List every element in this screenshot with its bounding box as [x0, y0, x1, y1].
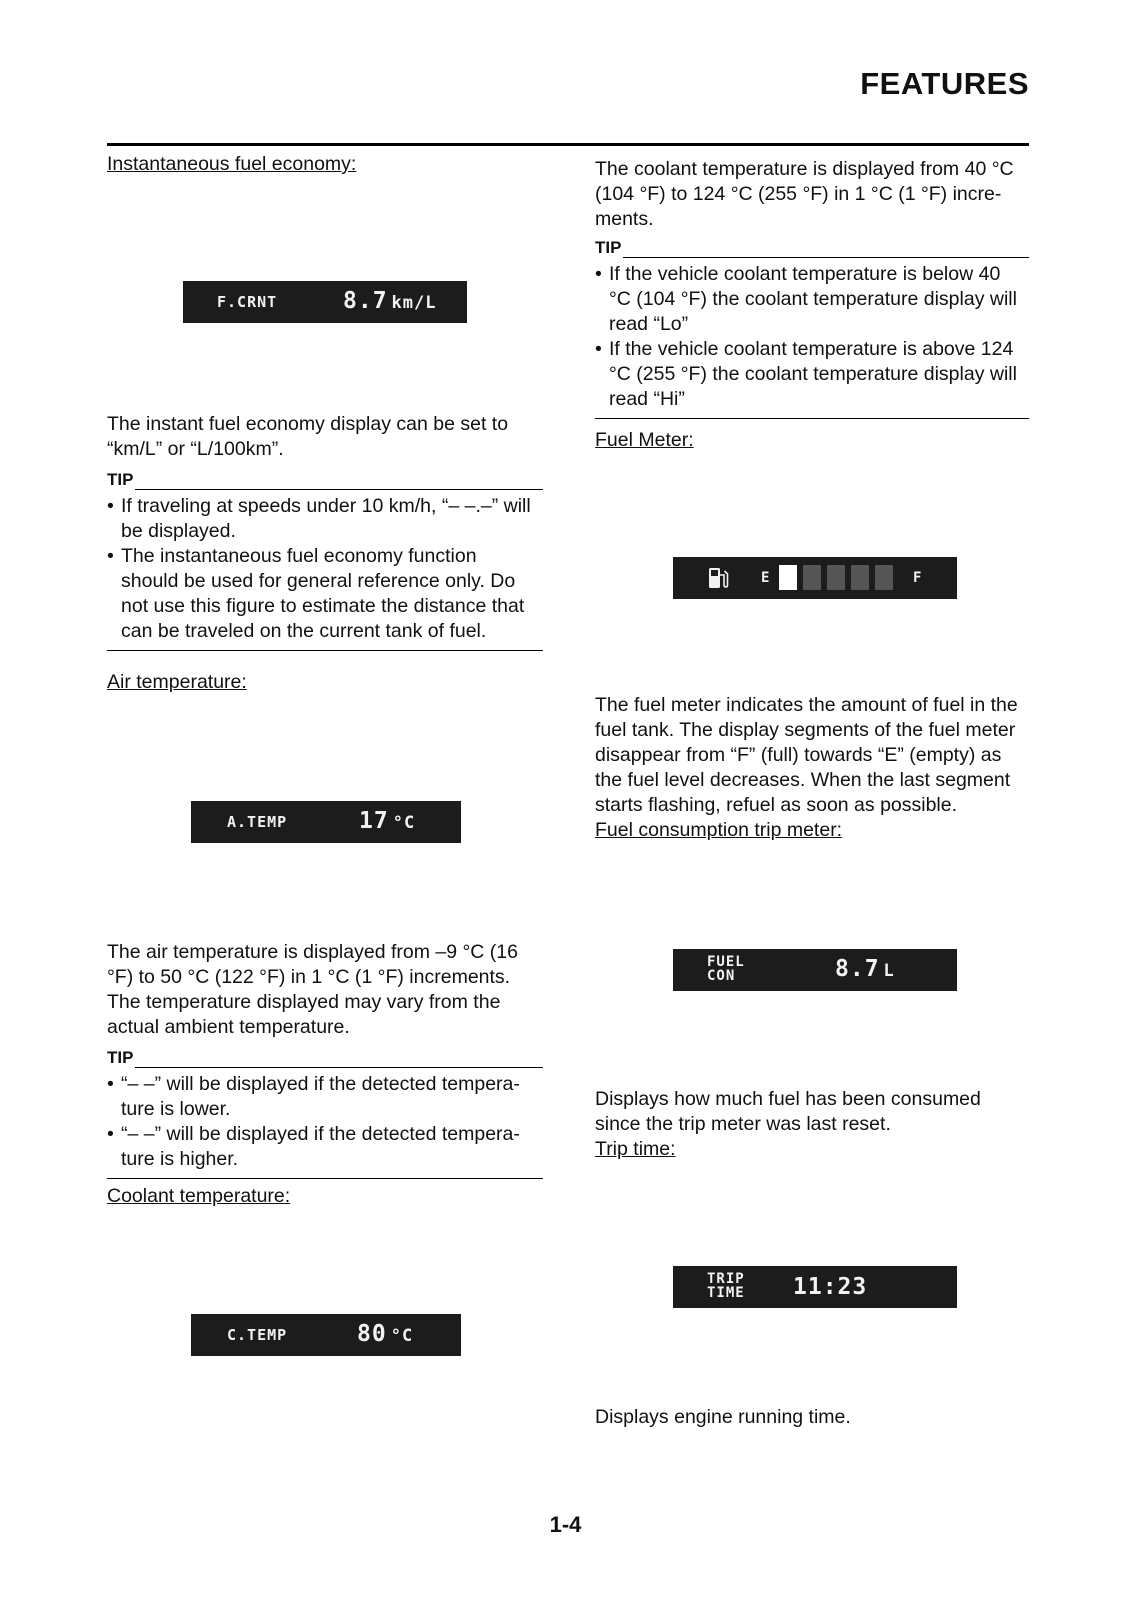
air-temp-unit: °C	[392, 812, 416, 833]
text-line: be displayed.	[121, 520, 236, 542]
text-line: the fuel level decreases. When the last segment	[595, 769, 1011, 791]
text-line: The air temperature is displayed from –9 °C (16	[107, 941, 518, 963]
text-line: “– –” will be displayed if the detected tempera-	[121, 1073, 520, 1095]
fuel-meter-heading: Fuel Meter:	[595, 429, 694, 451]
text-line: The coolant temperature is displayed from 40 °C	[595, 158, 1014, 180]
air-temp-display-value	[359, 809, 415, 836]
tip-item	[595, 337, 1029, 412]
page-header-title: FEATURES	[860, 66, 1029, 101]
tip-list	[107, 494, 543, 644]
air-temp-description	[107, 940, 518, 1040]
coolant-temp-display	[191, 1314, 461, 1356]
header-divider	[107, 143, 1029, 146]
fuel-pump-icon	[707, 566, 729, 596]
tip-rule	[135, 472, 543, 490]
fuel-consumption-description	[595, 1087, 981, 1137]
text-line: read “Lo”	[609, 313, 689, 335]
fuel-consumption-display-label	[707, 955, 745, 983]
fuel-consumption-display	[673, 949, 957, 991]
fuel-consumption-heading: Fuel consumption trip meter:	[595, 819, 843, 841]
label-line: TRIP	[707, 1271, 745, 1287]
text-line: If the vehicle coolant temperature is above 124	[609, 338, 1014, 360]
coolant-temp-display-value	[357, 1322, 413, 1349]
label-line: CON	[707, 968, 736, 984]
trip-time-heading: Trip time:	[595, 1138, 676, 1160]
text-line: (104 °F) to 124 °C (255 °F) in 1 °C (1 °F) incre-	[595, 183, 1002, 205]
fuel-meter-empty-label: E	[761, 569, 771, 586]
text-line: If the vehicle coolant temperature is below 40	[609, 263, 1001, 285]
coolant-temp-display-label: C.TEMP	[227, 1325, 288, 1344]
tip-label: TIP	[107, 1048, 134, 1067]
air-temp-value: 17	[359, 807, 389, 834]
trip-time-description	[595, 1405, 851, 1430]
trip-time-display-value: 11:23	[793, 1273, 868, 1300]
tip-header	[595, 238, 1029, 258]
text-line: ments.	[595, 208, 654, 230]
instant-fuel-display	[183, 281, 467, 323]
coolant-range-description	[595, 157, 1014, 232]
text-line: since the trip meter was last reset.	[595, 1113, 891, 1135]
text-line: not use this figure to estimate the distance that	[121, 595, 525, 617]
text-line: disappear from “F” (full) towards “E” (empty) as	[595, 744, 1002, 766]
fuel-meter-description	[595, 693, 1018, 818]
page-number: 1-4	[549, 1512, 582, 1537]
coolant-temp-heading: Coolant temperature:	[107, 1185, 291, 1207]
air-temp-heading: Air temperature:	[107, 671, 247, 693]
air-temp-display	[191, 801, 461, 843]
instant-fuel-display-value	[343, 289, 437, 316]
tip-list	[107, 1072, 543, 1172]
tip-rule	[623, 240, 1029, 258]
fuel-segment	[803, 565, 821, 590]
fuel-meter-full-label: F	[913, 569, 923, 586]
tip-label: TIP	[595, 238, 622, 257]
text-line: The fuel meter indicates the amount of fuel in the	[595, 694, 1018, 716]
tip-header	[107, 470, 543, 490]
air-temp-display-label: A.TEMP	[227, 812, 288, 831]
text-line: read “Hi”	[609, 388, 685, 410]
text-line: °F) to 50 °C (122 °F) in 1 °C (1 °F) increments.	[107, 966, 511, 988]
instant-fuel-tip	[107, 470, 543, 651]
fuel-segment	[851, 565, 869, 590]
text-line: fuel tank. The display segments of the fuel meter	[595, 719, 1016, 741]
label-line: FUEL	[707, 954, 745, 970]
text-line: Displays engine running time.	[595, 1406, 851, 1428]
text-line: actual ambient temperature.	[107, 1016, 350, 1038]
text-line: The temperature displayed may vary from the	[107, 991, 501, 1013]
tip-end-rule	[595, 418, 1029, 419]
tip-end-rule	[107, 650, 543, 651]
text-line: ture is higher.	[121, 1148, 239, 1170]
tip-item	[107, 1122, 543, 1172]
coolant-tip	[595, 238, 1029, 419]
tip-item	[107, 1072, 543, 1122]
instant-fuel-value: 8.7	[343, 287, 388, 314]
instant-fuel-unit: km/L	[391, 292, 437, 313]
air-temp-tip	[107, 1048, 543, 1179]
tip-header	[107, 1048, 543, 1068]
text-line: can be traveled on the current tank of fuel.	[121, 620, 487, 642]
trip-time-display-label	[707, 1272, 745, 1300]
tip-rule	[135, 1050, 543, 1068]
text-line: °C (255 °F) the coolant temperature display will	[609, 363, 1017, 385]
text-line: ture is lower.	[121, 1098, 231, 1120]
fuel-consumption-display-value	[835, 957, 895, 984]
text-line: “km/L” or “L/100km”.	[107, 438, 284, 460]
fuel-consumption-value: 8.7	[835, 955, 880, 982]
text-line: should be used for general reference only. Do	[121, 570, 516, 592]
text-line: starts flashing, refuel as soon as possible.	[595, 794, 958, 816]
tip-end-rule	[107, 1178, 543, 1179]
text-line: The instant fuel economy display can be set to	[107, 413, 509, 435]
coolant-temp-unit: °C	[390, 1325, 414, 1346]
text-line: “– –” will be displayed if the detected tempera-	[121, 1123, 520, 1145]
instant-fuel-display-label: F.CRNT	[217, 292, 278, 311]
tip-label: TIP	[107, 470, 134, 489]
trip-time-display	[673, 1266, 957, 1308]
tip-list	[595, 262, 1029, 412]
text-line: If traveling at speeds under 10 km/h, “– –.–” will	[121, 495, 531, 517]
coolant-temp-value: 80	[357, 1320, 387, 1347]
instant-fuel-description	[107, 412, 508, 462]
fuel-segment	[875, 565, 893, 590]
label-line: TIME	[707, 1285, 745, 1301]
text-line: °C (104 °F) the coolant temperature display will	[609, 288, 1017, 310]
fuel-consumption-unit: L	[883, 960, 895, 981]
tip-item	[107, 494, 543, 544]
instant-fuel-heading: Instantaneous fuel economy:	[107, 153, 357, 175]
tip-item	[107, 544, 543, 644]
fuel-segment	[779, 565, 797, 590]
fuel-meter-display	[673, 557, 957, 599]
fuel-segment	[827, 565, 845, 590]
tip-item	[595, 262, 1029, 337]
text-line: The instantaneous fuel economy function	[121, 545, 477, 567]
text-line: Displays how much fuel has been consumed	[595, 1088, 981, 1110]
